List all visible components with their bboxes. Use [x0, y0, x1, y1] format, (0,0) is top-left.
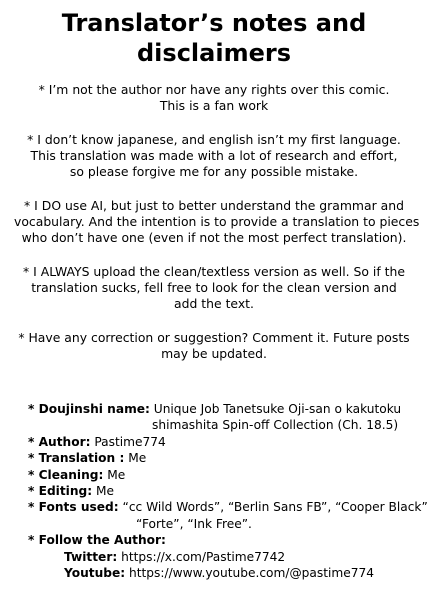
note-line: so please forgive me for any possible mistake.	[69, 164, 359, 179]
credit-editing	[28, 483, 424, 499]
note-line: * I ALWAYS upload the clean/textless version as well. So if the	[23, 264, 405, 279]
note-line: translation sucks, fell free to look for the clean version and	[31, 280, 397, 295]
credit-value: “cc Wild Words”, “Berlin Sans FB”, “Cooper Black”	[122, 500, 428, 515]
note-line: may be updated.	[161, 346, 267, 361]
credit-author	[28, 434, 424, 450]
credit-fonts-cont	[28, 516, 424, 532]
note-line: This translation was made with a lot of research and effort,	[30, 148, 398, 163]
note-line: * Have any correction or suggestion? Comment it. Future posts	[18, 330, 410, 345]
credit-label: * Translation :	[28, 451, 125, 466]
note-not-author	[14, 82, 414, 114]
note-line: who don’t have one (even if not the most perfect translation).	[21, 230, 407, 245]
credit-label: * Author:	[28, 434, 91, 449]
credit-follow-author	[28, 532, 424, 548]
page-title-line-2: disclaimers	[137, 39, 291, 67]
note-line: * I’m not the author nor have any rights over this comic.	[38, 82, 390, 97]
credit-value: Me	[107, 467, 126, 482]
youtube-label: Youtube:	[64, 566, 126, 581]
credits-section	[28, 401, 428, 581]
credit-value: Pastime774	[94, 434, 166, 449]
credit-cleaning	[28, 467, 424, 483]
twitter-link[interactable]: https://x.com/Pastime7742	[121, 549, 286, 564]
credit-label: * Fonts used:	[28, 500, 119, 515]
credit-label: * Cleaning:	[28, 467, 104, 482]
credit-doujinshi-name	[28, 401, 424, 417]
credit-doujinshi-name-cont	[28, 417, 424, 433]
credit-label: * Doujinshi name:	[28, 402, 150, 416]
credit-translation	[28, 450, 424, 466]
note-line: This is a fan work	[159, 98, 269, 113]
note-line: add the text.	[174, 296, 254, 311]
credit-youtube	[28, 565, 424, 581]
note-ai-usage	[14, 198, 420, 246]
youtube-link[interactable]: https://www.youtube.com/@pastime774	[129, 566, 375, 581]
credit-value: Me	[128, 451, 147, 466]
credit-label: * Follow the Author:	[28, 533, 166, 548]
twitter-label: Twitter:	[64, 549, 118, 564]
credit-label: * Editing:	[28, 484, 93, 499]
credit-twitter	[28, 549, 424, 565]
note-line: * I don’t know japanese, and english isn’t my first language.	[27, 132, 401, 147]
credit-value: Unique Job Tanetsuke Oji-san o kakutoku	[153, 402, 402, 416]
note-corrections	[14, 330, 414, 362]
credit-fonts	[28, 499, 428, 515]
note-clean-version	[14, 264, 414, 312]
note-line: * I DO use AI, but just to better understand the grammar and	[24, 198, 404, 213]
page-title-line-1: Translator’s notes and	[61, 9, 367, 37]
note-line: vocabulary. And the intention is to provide a translation to pieces	[14, 214, 420, 229]
notes-section	[14, 82, 420, 380]
page-title	[0, 8, 428, 68]
note-language	[14, 132, 414, 180]
credit-value: shimashita Spin-off Collection (Ch. 18.5)	[152, 418, 399, 433]
credit-value: “Forte”, “Ink Free”.	[136, 516, 252, 531]
credit-value: Me	[96, 484, 115, 499]
